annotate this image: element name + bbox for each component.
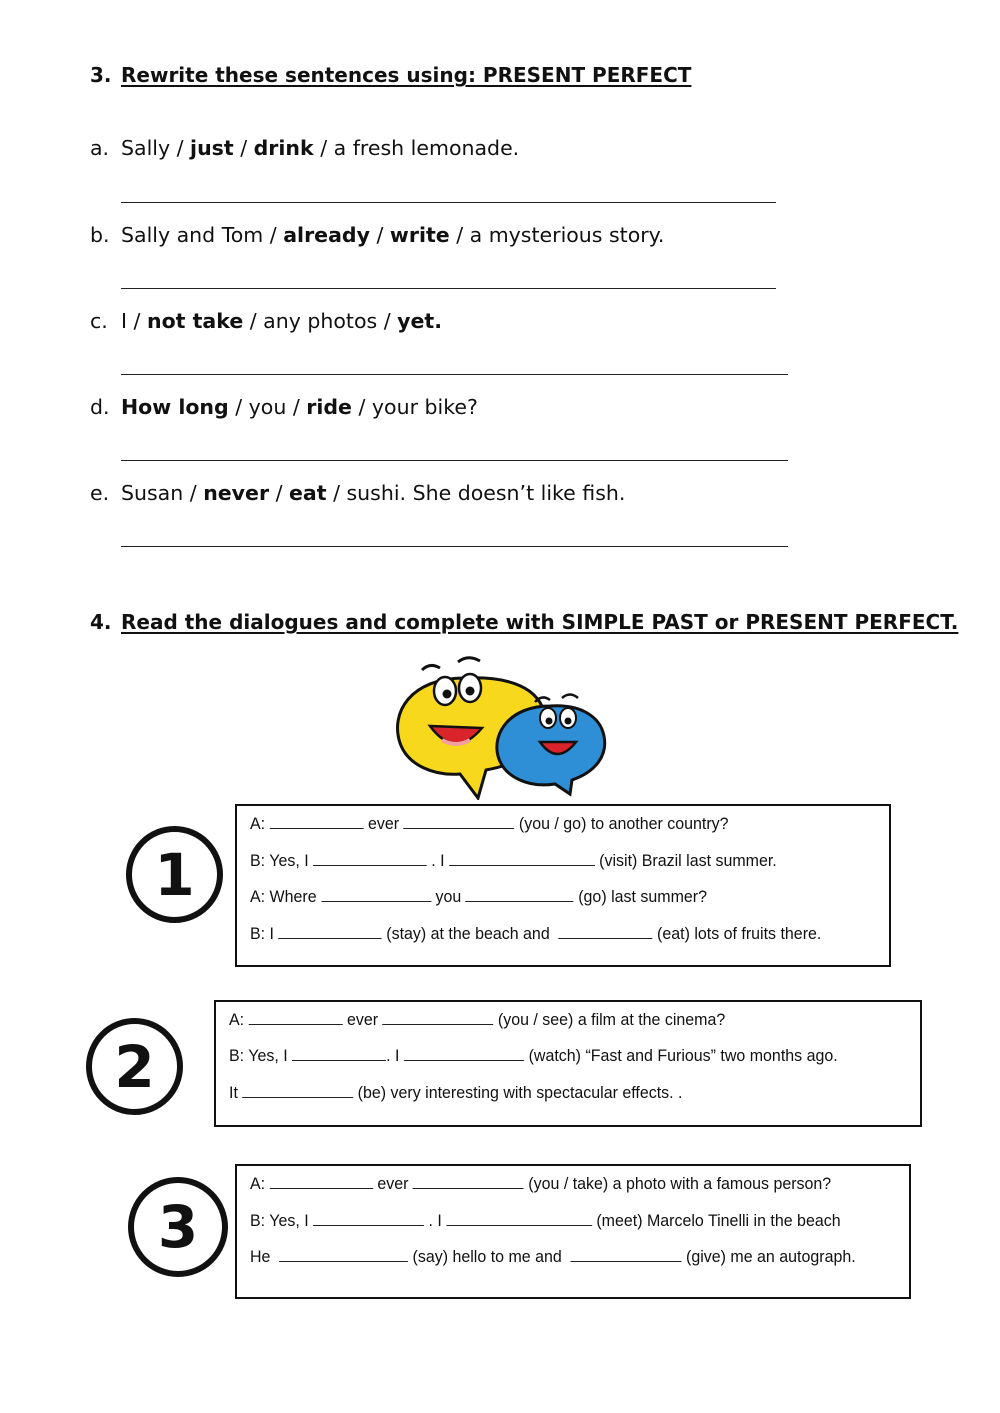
answer-line-a[interactable]	[121, 202, 776, 203]
dialogue-line	[250, 814, 729, 834]
prompt-text: Susan /	[121, 481, 204, 505]
dialogue-text: (you / take) a photo with a famous person?	[523, 1174, 832, 1193]
dialogue-text: A:	[229, 1010, 249, 1029]
answer-blank[interactable]	[413, 1176, 524, 1189]
dialogue-text: A:	[250, 814, 270, 833]
dialogue-line	[250, 924, 821, 944]
dialogue-text: ever	[342, 1010, 383, 1029]
prompt-text: / sushi. She doesn’t like fish.	[326, 481, 626, 505]
prompt-text: / a mysterious story.	[449, 223, 665, 247]
answer-blank[interactable]	[383, 1012, 494, 1025]
dialogue-text: . I	[424, 1211, 447, 1230]
answer-blank[interactable]	[559, 926, 653, 939]
answer-line-c[interactable]	[121, 374, 788, 375]
dialogue-text: (say) hello to me and	[408, 1247, 571, 1266]
answer-blank[interactable]	[242, 1085, 353, 1098]
exercise-item	[90, 395, 478, 419]
keyword: How long	[121, 395, 229, 419]
keyword: not take	[147, 309, 244, 333]
prompt-text: /	[369, 223, 390, 247]
dialogue-text: B: Yes, I	[229, 1046, 293, 1065]
prompt-text: / you /	[228, 395, 307, 419]
item-letter: b.	[90, 223, 110, 247]
dialogue-text: B: Yes, I	[250, 851, 314, 870]
dialogue-text: you	[431, 887, 466, 906]
keyword: never	[203, 481, 270, 505]
dialogue-line	[229, 1010, 725, 1030]
dialogue-number-3: 3	[128, 1177, 228, 1277]
prompt-text: I /	[121, 309, 147, 333]
dialogue-number-2: 2	[86, 1018, 183, 1115]
dialogue-line	[229, 1083, 682, 1103]
answer-line-b[interactable]	[121, 288, 776, 289]
keyword: drink	[253, 136, 314, 160]
answer-blank[interactable]	[292, 1048, 386, 1061]
dialogue-text: . I	[426, 851, 450, 870]
prompt-text: /	[269, 481, 290, 505]
prompt-text: Sally and Tom /	[121, 223, 284, 247]
keyword: already	[283, 223, 370, 247]
section-4-heading	[90, 610, 958, 634]
dialogue-text: A:	[250, 1174, 270, 1193]
answer-blank[interactable]	[313, 1213, 424, 1226]
answer-blank[interactable]	[278, 926, 381, 939]
answer-blank[interactable]	[449, 853, 595, 866]
answer-blank[interactable]	[270, 1176, 373, 1189]
answer-blank[interactable]	[466, 889, 574, 902]
prompt-text: / your bike?	[351, 395, 478, 419]
dialogue-text: He	[250, 1247, 280, 1266]
answer-blank[interactable]	[321, 889, 431, 902]
dialogue-text: B: I	[250, 924, 279, 943]
dialogue-line	[250, 851, 777, 871]
dialogue-text: It	[229, 1083, 243, 1102]
answer-blank[interactable]	[279, 1249, 408, 1262]
keyword: write	[389, 223, 450, 247]
dialogue-text: (you / go) to another country?	[514, 814, 729, 833]
keyword: yet.	[397, 309, 442, 333]
dialogue-text: (meet) Marcelo Tinelli in the beach	[591, 1211, 841, 1230]
dialogue-text: ever	[372, 1174, 413, 1193]
answer-blank[interactable]	[404, 1048, 524, 1061]
dialogue-line	[250, 1247, 856, 1267]
answer-blank[interactable]	[446, 1213, 592, 1226]
dialogue-text: (stay) at the beach and	[381, 924, 559, 943]
section-number: 4.	[90, 610, 112, 634]
exercise-item	[90, 136, 519, 160]
exercise-item	[90, 481, 625, 505]
dialogue-text: (you / see) a film at the cinema?	[493, 1010, 726, 1029]
dialogue-box-1	[235, 804, 891, 967]
answer-blank[interactable]	[249, 1012, 343, 1025]
dialogue-line	[250, 887, 707, 907]
keyword: just	[190, 136, 234, 160]
answer-blank[interactable]	[270, 816, 364, 829]
dialogue-text: (visit) Brazil last summer.	[594, 851, 777, 870]
item-letter: c.	[90, 309, 108, 333]
answer-blank[interactable]	[571, 1249, 682, 1262]
item-letter: e.	[90, 481, 110, 505]
section-3-heading	[90, 63, 691, 87]
item-letter: a.	[90, 136, 110, 160]
section-title: Rewrite these sentences using: PRESENT PERFECT	[121, 63, 692, 87]
dialogue-text: ever	[363, 814, 404, 833]
prompt-text: /	[233, 136, 254, 160]
dialogue-box-2	[214, 1000, 922, 1127]
dialogue-line	[250, 1211, 841, 1231]
dialogue-text: B: Yes, I	[250, 1211, 314, 1230]
answer-line-e[interactable]	[121, 546, 788, 547]
keyword: ride	[306, 395, 352, 419]
exercise-item	[90, 309, 442, 333]
answer-blank[interactable]	[313, 853, 427, 866]
dialogue-text: (eat) lots of fruits there.	[652, 924, 822, 943]
dialogue-box-3	[235, 1164, 911, 1299]
keyword: eat	[289, 481, 327, 505]
dialogue-number-1: 1	[126, 826, 223, 923]
dialogue-line	[229, 1046, 838, 1066]
answer-blank[interactable]	[404, 816, 515, 829]
dialogue-text: A: Where	[250, 887, 322, 906]
dialogue-line	[250, 1174, 831, 1194]
dialogue-text: (go) last summer?	[573, 887, 707, 906]
section-title: Read the dialogues and complete with SIMPLE PAST or PRESENT PERFECT.	[121, 610, 959, 634]
speech-bubbles-mascot-icon	[390, 648, 615, 800]
prompt-text: / a fresh lemonade.	[313, 136, 520, 160]
answer-line-d[interactable]	[121, 460, 788, 461]
exercise-item	[90, 223, 664, 247]
section-number: 3.	[90, 63, 112, 87]
dialogue-text: . I	[386, 1046, 404, 1065]
prompt-text: Sally /	[121, 136, 191, 160]
item-letter: d.	[90, 395, 110, 419]
dialogue-text: (be) very interesting with spectacular effects. .	[353, 1083, 683, 1102]
prompt-text: / any photos /	[243, 309, 398, 333]
dialogue-text: (watch) “Fast and Furious” two months ago.	[524, 1046, 838, 1065]
dialogue-text: (give) me an autograph.	[681, 1247, 856, 1266]
